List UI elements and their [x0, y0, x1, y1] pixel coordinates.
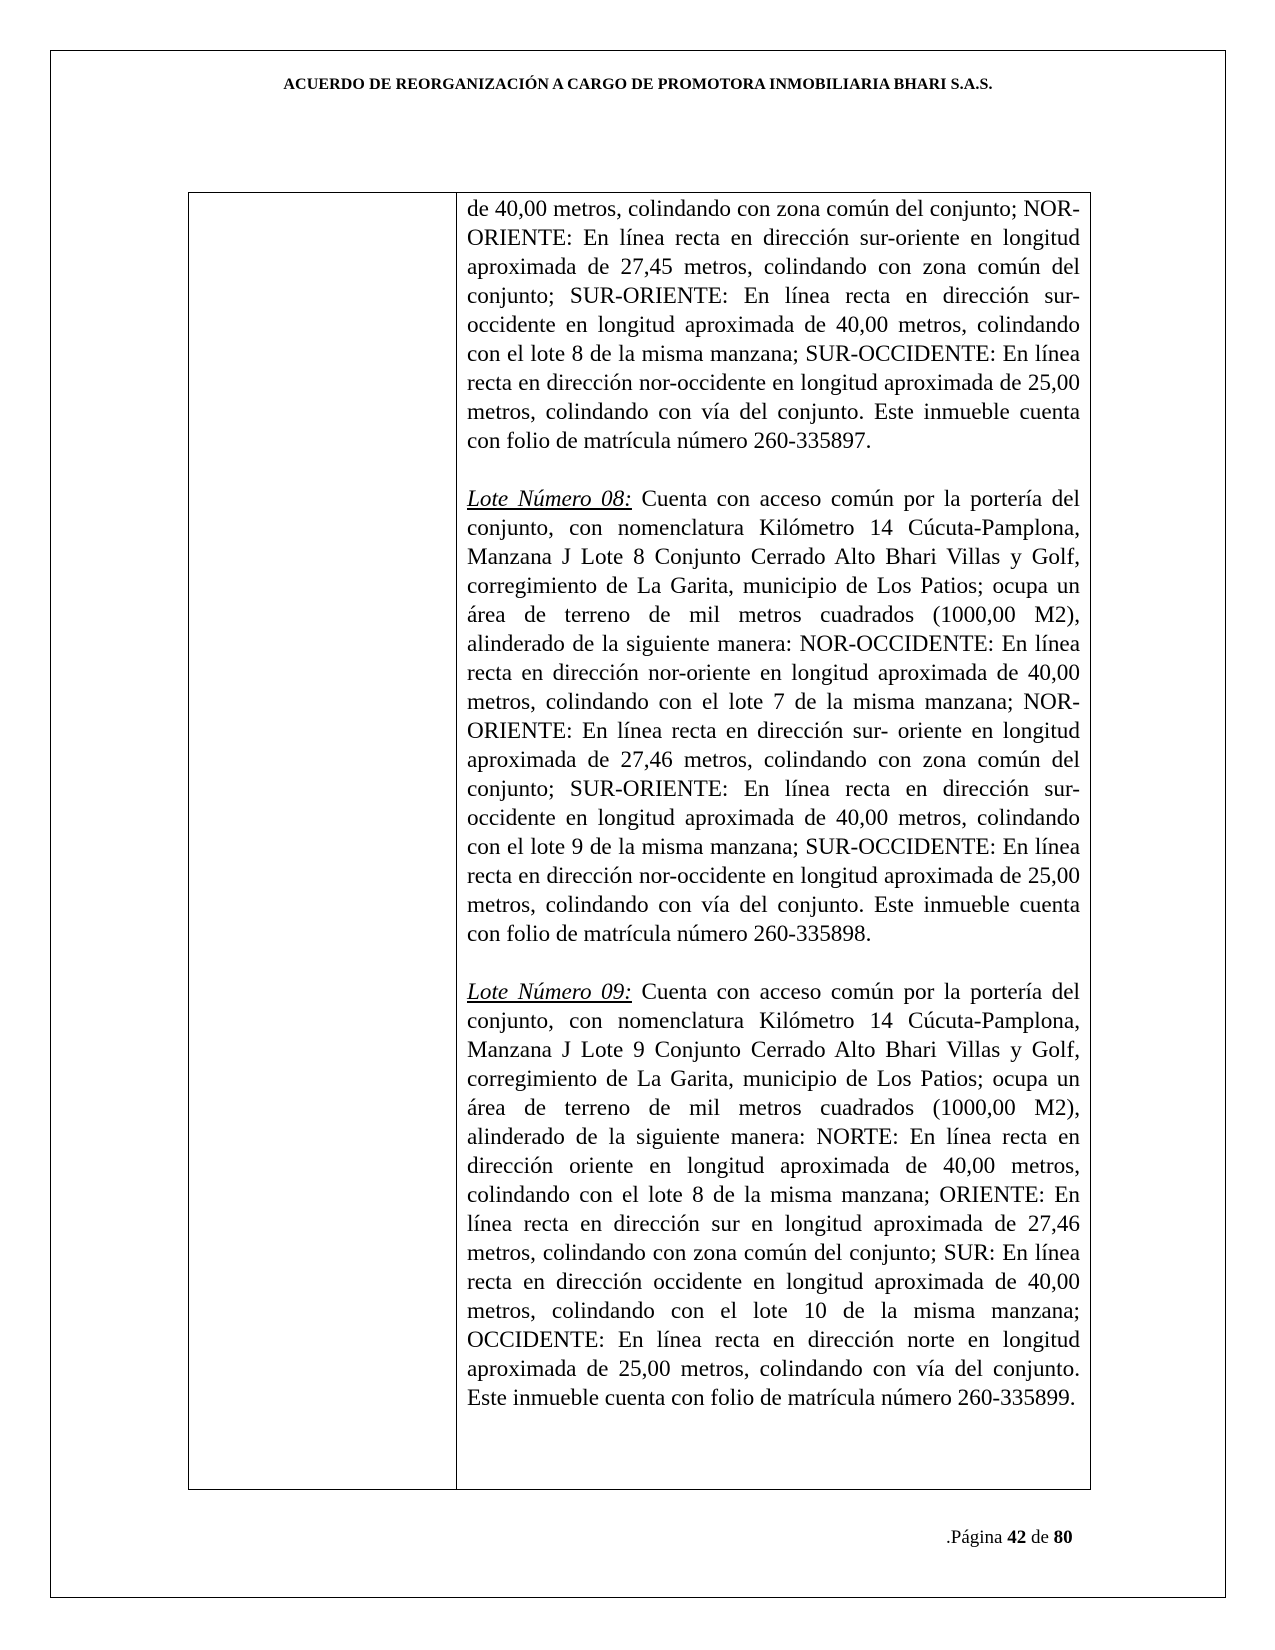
page-prefix: .Página	[946, 1527, 1003, 1548]
property-table	[188, 192, 1091, 1490]
document-header: ACUERDO DE REORGANIZACIÓN A CARGO DE PROMOTORA INMOBILIARIA BHARI S.A.S.	[283, 76, 993, 93]
page-connector: de	[1030, 1527, 1049, 1548]
paragraph-text: Cuenta con acceso común por la portería del conjunto, con nomenclatura Kilómetro 14 Cúcuta-Pamplona, Manzana J Lote 8 Conjunto Cerrado Alto Bhari Villas y Golf, corregimiento de La Garita, municipio de Los Patios; ocupa un área de terreno de mil metros cuadrados (1000,00 M2), alinderado de la siguiente manera: NOR-OCCIDENTE: En línea recta en dirección nor-oriente en longitud aproximada de 40,00 metros, colindando con el lote 7 de la misma manzana; NOR-ORIENTE: En línea recta en dirección sur- oriente en longitud aproximada de 27,46 metros, colindando con zona común del conjunto; SUR-ORIENTE: En línea recta en dirección sur-occidente en longitud aproximada de 40,00 metros, colindando con el lote 9 de la misma manzana; SUR-OCCIDENTE: En línea recta en dirección nor-occidente en longitud aproximada de 25,00 metros, colindando con vía del conjunto. Este inmueble cuenta con folio de matrícula número 260-335898.	[467, 486, 1080, 947]
paragraph-lote-09	[467, 978, 1080, 1413]
paragraph-text: de 40,00 metros, colindando con zona común del conjunto; NOR-ORIENTE: En línea recta en dirección sur-oriente en longitud aproximada de 27,45 metros, colindando con zona común del conjunto; SUR-ORIENTE: En línea recta en dirección sur-occidente en longitud aproximada de 40,00 metros, colindando con el lote 8 de la misma manzana; SUR-OCCIDENTE: En línea recta en dirección nor-occidente en longitud aproximada de 25,00 metros, colindando con vía del conjunto. Este inmueble cuenta con folio de matrícula número 260-335897.	[467, 196, 1080, 454]
current-page: 42	[1007, 1527, 1027, 1548]
paragraph-lote-07-continuation	[467, 195, 1080, 456]
paragraph-lote-08	[467, 485, 1080, 949]
lote-09-label: Lote Número 09:	[467, 979, 632, 1005]
table-left-cell	[189, 193, 457, 1490]
table-right-cell	[457, 193, 1091, 1490]
paragraph-text: Cuenta con acceso común por la portería del conjunto, con nomenclatura Kilómetro 14 Cúcuta-Pamplona, Manzana J Lote 9 Conjunto Cerrado Alto Bhari Villas y Golf, corregimiento de La Garita, municipio de Los Patios; ocupa un área de terreno de mil metros cuadrados (1000,00 M2), alinderado de la siguiente manera: NORTE: En línea recta en dirección oriente en longitud aproximada de 40,00 metros, colindando con el lote 8 de la misma manzana; ORIENTE: En línea recta en dirección sur en longitud aproximada de 27,46 metros, colindando con zona común del conjunto; SUR: En línea recta en dirección occidente en longitud aproximada de 40,00 metros, colindando con el lote 10 de la misma manzana; OCCIDENTE: En línea recta en dirección norte en longitud aproximada de 25,00 metros, colindando con vía del conjunto. Este inmueble cuenta con folio de matrícula número 260-335899.	[467, 979, 1080, 1411]
total-pages: 80	[1053, 1527, 1073, 1548]
lote-08-label: Lote Número 08:	[467, 486, 632, 512]
table-row	[189, 193, 1091, 1490]
page-number	[946, 1527, 1073, 1549]
property-description	[457, 193, 1090, 1413]
